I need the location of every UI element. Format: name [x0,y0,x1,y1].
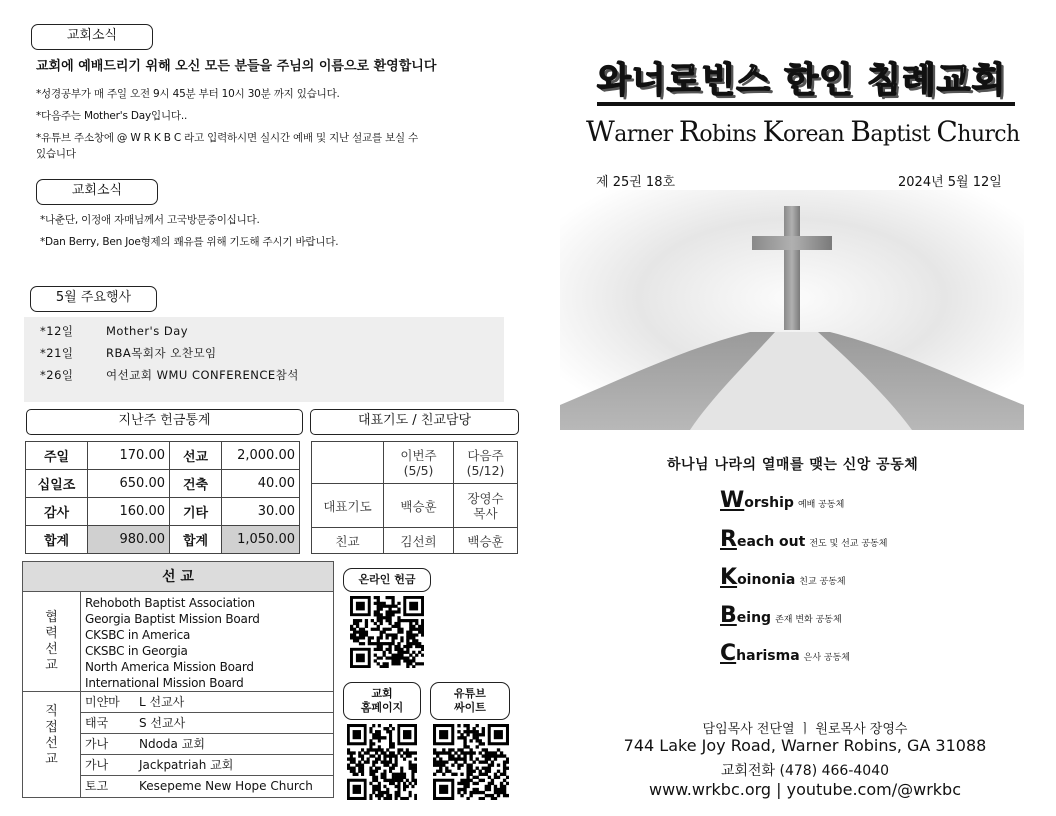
table-row: 십일조 650.00 건축 40.00 [26,470,300,498]
coop-mission [23,592,333,692]
list-item: 미얀마 L 선교사 [81,692,333,713]
cross-on-path-image [560,190,1024,430]
event-item: *21일 RBA목회자 오찬모임 [40,346,217,360]
homepage-qr-icon[interactable] [347,724,417,800]
list-item: 가나 Jackpatriah 교회 [81,755,333,776]
table-row: 주일 170.00 선교 2,000.00 [26,442,300,470]
list-item: 태국 S 선교사 [81,713,333,734]
church-title-english: Warner Robins Korean Baptist Church [586,115,1020,148]
table-row: 이번주 (5/5) 다음주 (5/12) [312,442,518,484]
mission-title: 선 교 [23,562,333,592]
pastors: 담임목사 전단열 ㅣ 원로목사 장영수 [702,722,908,737]
church-address: 744 Lake Joy Road, Warner Robins, GA 31088 [623,736,987,755]
coop-list: Rehoboth Baptist Association Georgia Baptist Mission Board CKSBC in America CKSBC in Georgia North America Mission Board International Mission Board [85,596,260,690]
event-item: *12일 Mother's Day [40,324,189,338]
news-item: 있습니다 [36,148,76,160]
youtube-qr-icon[interactable] [433,724,509,800]
prayer-title: 대표기도 / 친교담당 [310,409,519,435]
vision-reach-out: Reach out 전도 및 선교 공동체 [720,527,888,552]
table-row: 감사 160.00 기타 30.00 [26,498,300,526]
volume-number: 제 25권 18호 [596,175,676,190]
table-row: 대표기도 백승훈 장영수 목사 [312,484,518,528]
news-item: *다음주는 Mother's Day입니다.. [36,110,188,122]
events-list [24,317,504,402]
list-item: 가나 Ndoda 교회 [81,734,333,755]
direct-mission [23,692,333,797]
table-row: 친교 김선희 백승훈 [312,528,518,554]
offering-table [25,441,300,554]
prayer-table [311,441,518,554]
table-row: 합계 980.00 합계 1,050.00 [26,526,300,554]
news-item: *Dan Berry, Ben Joe형제의 쾌유를 위해 기도해 주시기 바랍니다. [40,236,339,248]
news-item: *유튜브 주소창에 @ W R K B C 라고 입력하시면 실시간 예배 및 지난 설교를 보실 수 [36,132,419,144]
news-title-2: 교회소식 [36,179,158,205]
church-motto: 하나님 나라의 열매를 맺는 신앙 공동체 [667,457,919,473]
church-phone: 교회전화 (478) 466-4040 [720,763,890,779]
church-web[interactable]: www.wrkbc.org | youtube.com/@wrkbc [649,780,961,799]
vision-charisma: Charisma 은사 공동체 [720,641,850,666]
homepage-label: 교회 홈페이지 [343,682,421,720]
news-item: *나춘단, 이정애 자매님께서 고국방문중이십니다. [40,214,260,226]
welcome-text: 교회에 예배드리기 위해 오신 모든 분들을 주님의 이름으로 환영합니다 [36,59,437,74]
event-item: *26일 여선교회 WMU CONFERENCE참석 [40,368,299,382]
online-offering-label: 온라인 헌금 [343,568,431,592]
church-title-korean: 와너로빈스 한인 침례교회 [597,61,1007,101]
mission-box [22,561,334,798]
offering-title: 지난주 헌금통계 [26,409,303,435]
news-title-1: 교회소식 [31,24,153,50]
direct-label: 직 접 선 교 [23,692,81,797]
vision-koinonia: Koinonia 친교 공동체 [720,565,846,590]
youtube-label: 유튜브 싸이트 [430,682,510,720]
events-title: 5월 주요행사 [30,286,157,312]
coop-label: 협 력 선 교 [23,592,81,692]
online-offering-qr-icon[interactable] [350,596,424,668]
news-item: *성경공부가 매 주일 오전 9시 45분 부터 10시 30분 까지 있습니다. [36,88,340,100]
list-item: 토고 Kesepeme New Hope Church [85,779,313,793]
vision-worship: Worship 예배 공동체 [720,488,845,513]
bulletin-date: 2024년 5월 12일 [898,175,1002,190]
vision-being: Being 존재 변화 공동체 [720,603,842,628]
title-underline [597,102,1015,106]
